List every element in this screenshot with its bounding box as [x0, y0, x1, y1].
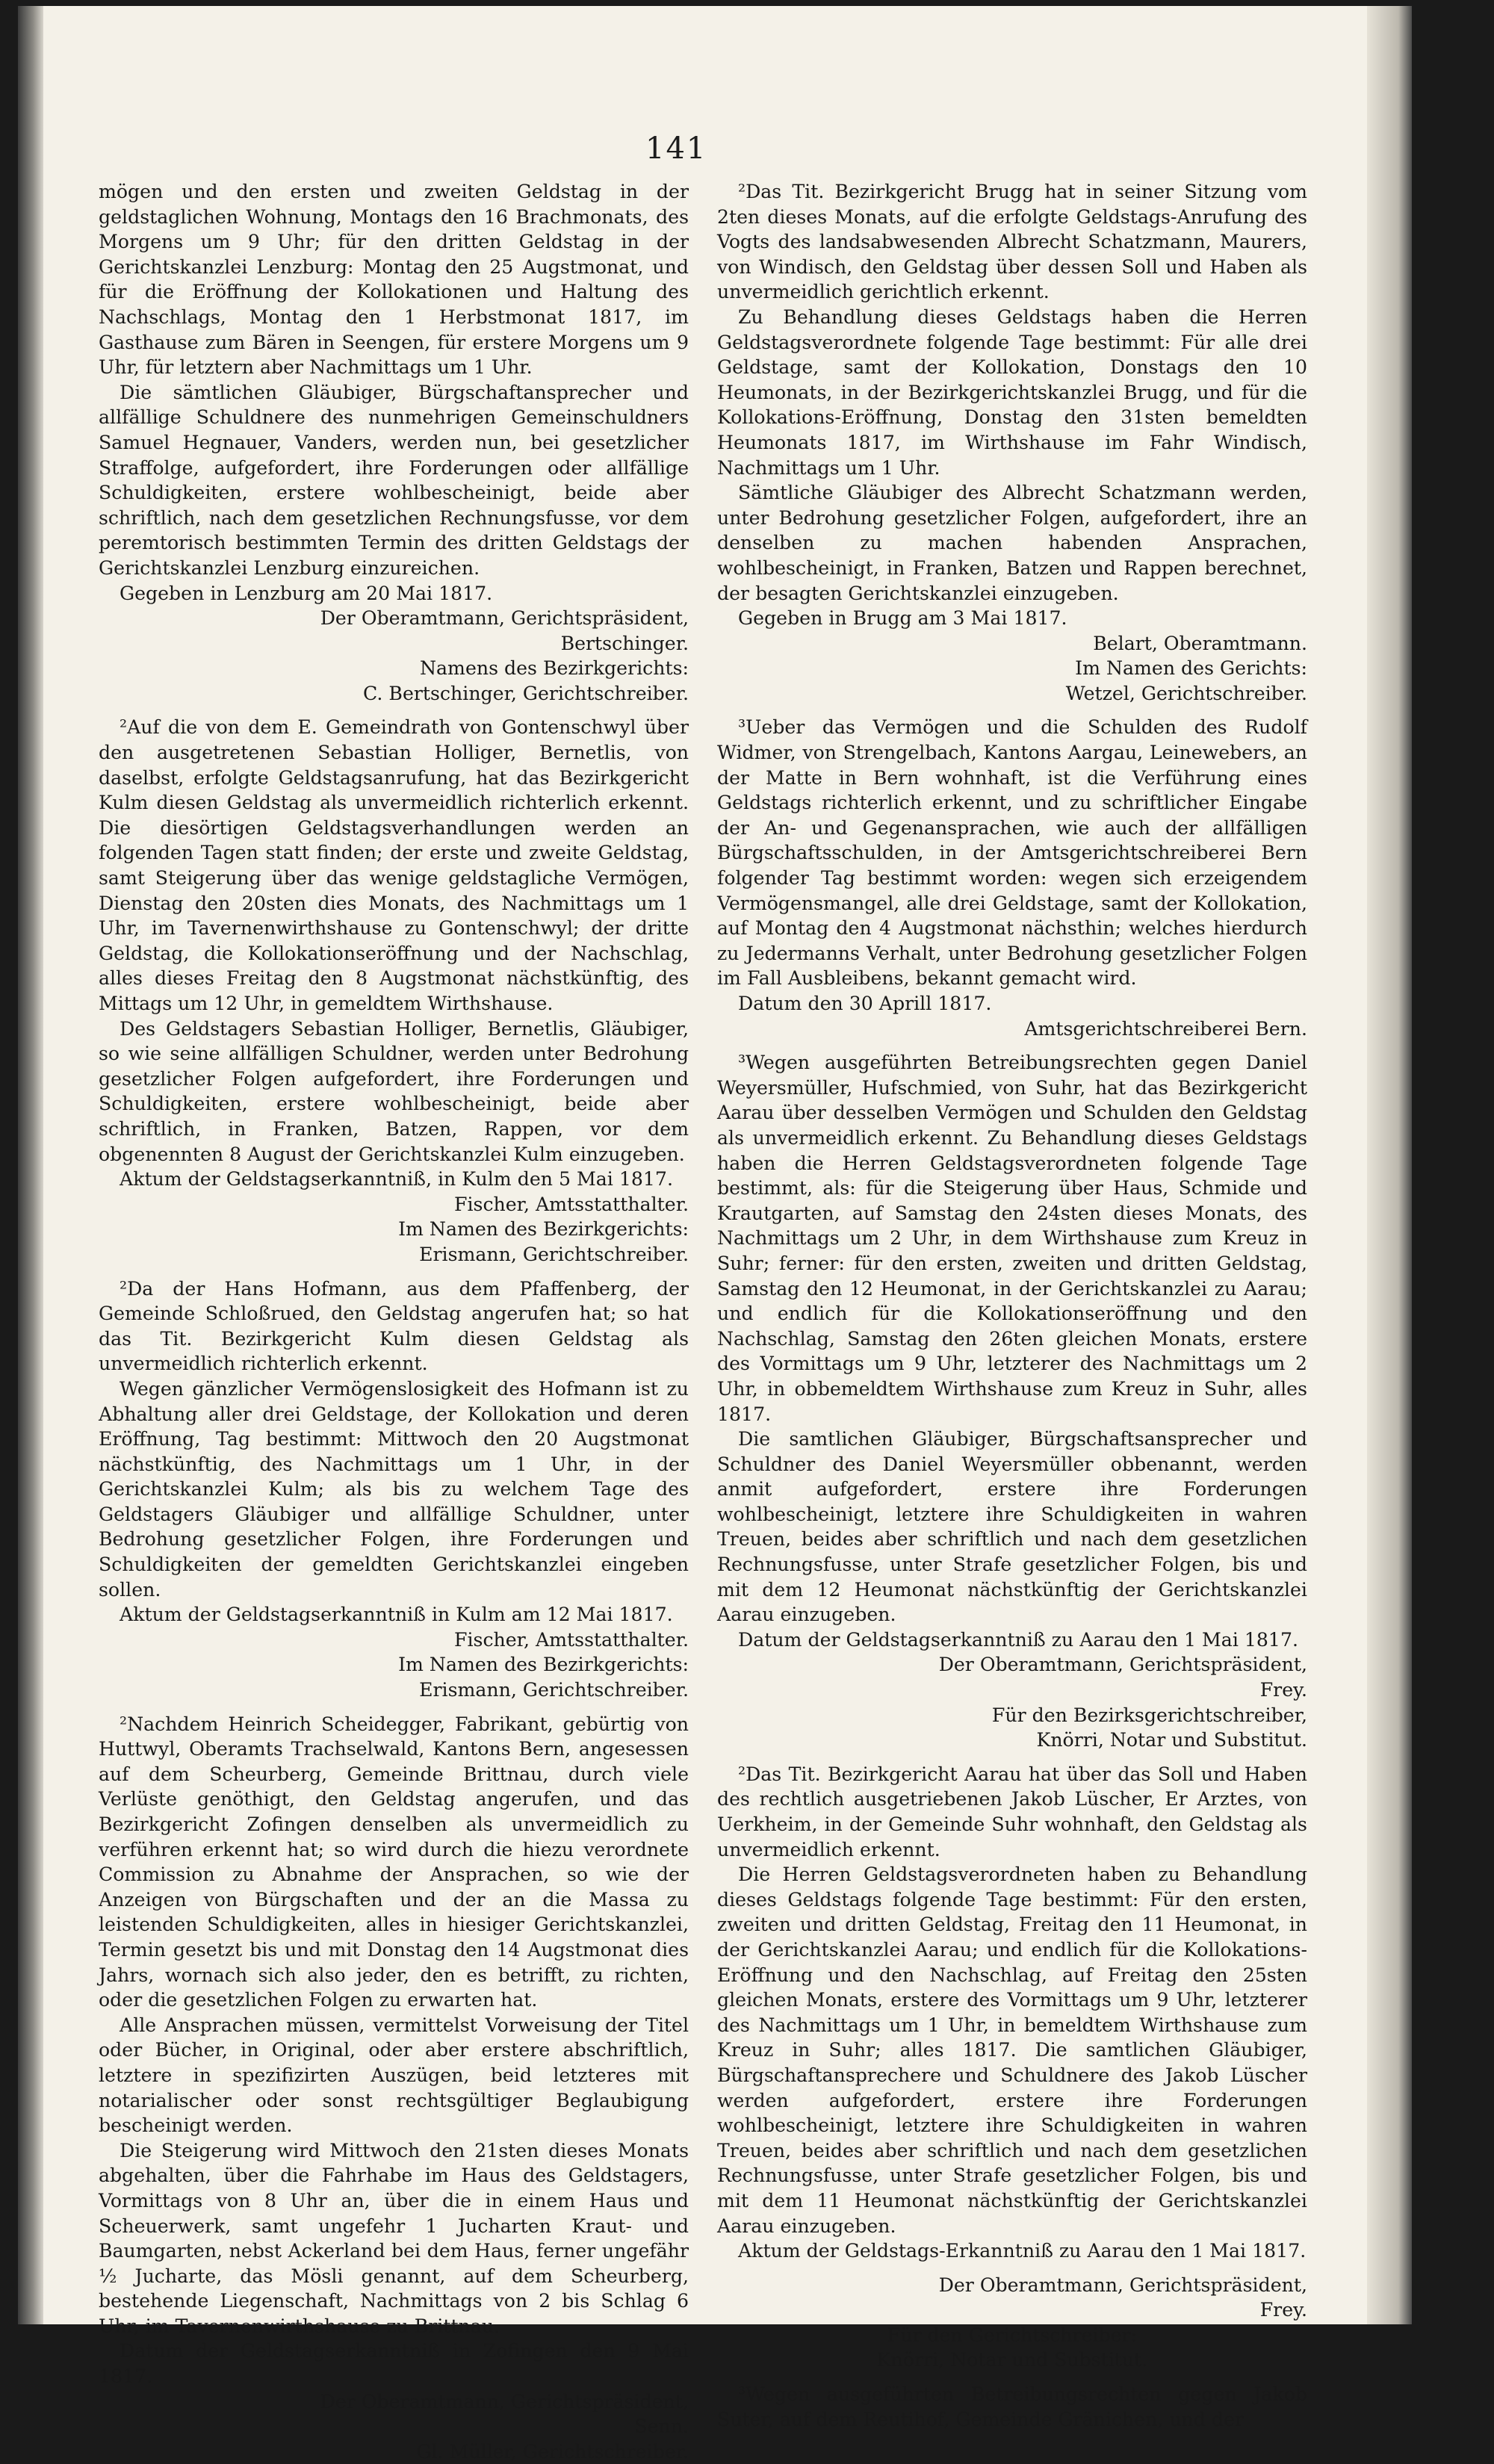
notice-paragraph: Die sämtlichen Gläubiger, Bürgschaftansprecher und allfällige Schuldnere des nunmehrigen Gemeinschuldners Samuel Hegnauer, Vanders, werden nun, bei gesetzlicher Straffolge, aufgefordert, ihre Forderungen oder allfällige Schuldigkeiten, erstere wohlbescheinigt, beide aber schriftlich, nach dem gesetzlichen Rechnungsfusse, vor dem peremtorisch bestimmten Termin des dritten Geldstags der Gerichtskanzlei Lenzburg einzureichen. [99, 381, 689, 579]
signature-line: Im Namen des Bezirkgerichts: [398, 1654, 689, 1676]
notice-paragraph: Die Herren Geldstagsverordneten haben zu Behandlung dieses Geldstags folgende Tage bestimmt: Für den ersten, zweiten und dritten Geldstag, Freitag den 11 Heumonat, in der Gerichtskanzlei Aarau; und endlich für die Kollokations-Eröffnung und den Nachschlag, auf Freitag den 25sten gleichen Monats, erstere des Vormittags um 9 Uhr, letzterer des Nachmittags um 1 Uhr, in bemeldtem Wirthshause zum Kreuz in Suhr; alles 1817. Die samtlichen Gläubiger, Bürgschaftansprechere und Schuldnere des Jakob Lüscher werden aufgefordert, erstere ihre Forderungen wohlbescheinigt, letztere ihre Schuldigkeiten in wahren Treuen, beides aber schriftlich und nach dem gesetzlichen Rechnungsfusse, unter Strafe gesetzlicher Folgen, bis und mit dem 11 Heumonat nächstkünftig der Gerichtskanzlei Aarau einzugeben. [717, 1863, 1307, 2237]
centered-line: Für den Gerichtschreiber: [887, 2324, 1138, 2346]
notice-paragraph: ²Nachdem Heinrich Scheidegger, Fabrikant, gebürtig von Huttwyl, Oberamts Trachselwald, Kantons Bern, angesessen auf dem Scheurberg, Gemeinde Brittnau, durch viele Verlüste genöthigt, den Geldstag angerufen, und das Bezirkgericht Zofingen denselben als unvermeidlich zu verführen erkennt hat; so wird durch die hiezu verordnete Commission zu Abnahme der Ansprachen, so wie der Anzeigen von Bürgschaften und der an die Massa zu leistenden Schuldigkeiten, alles in hiesiger Gerichtskanzlei, Termin gesetzt bis und mit Donstag den 14 Augstmonat dies Jahrs, wornach sich also jeder, den es betrifft, zu richten, oder die gesetzlichen Folgen zu erwarten hat. [99, 1713, 689, 2011]
notice-paragraph: Zu Behandlung dieses Geldstags haben die Herren Geldstagsverordnete folgende Tage bestimmt: Für alle drei Geldstage, samt der Kollokation, Donstags den 10 Heumonats, in der Bezirkgerichtskanzlei Brugg, und für die Kollokations-Eröffnung, Donstag den 31sten bemeldten Heumonats 1817, im Wirthshause im Fahr Windisch, Nachmittags um 1 Uhr. [717, 305, 1307, 479]
notice-paragraph: Die Steigerung wird Mittwoch den 21sten dieses Monats abgehalten, über die Fahrhabe im Haus des Geldstagers, Vormittags von 8 Uhr an, über die in einem Haus und Scheuerwerk, samt ungefehr 1 Jucharten Kraut- und Baumgarten, nebst Ackerland bei dem Haus, ferner ungefähr ½ Jucharte, das Mösli genannt, auf dem Scheurberg, bestehende Liegenschaft, Nachmittags von 2 bis Schlag 6 Uhr, im Tavernenwirthshause zu Brittnau. [99, 2139, 689, 2337]
newspaper-page [18, 6, 1412, 2463]
notice-paragraph: Aktum der Geldstags-Erkanntniß zu Aarau den 1 Mai 1817. [738, 2240, 1307, 2262]
notice-paragraph: Aktum der Geldstagserkanntniß, in Kulm den 5 Mai 1817. [120, 1168, 673, 1191]
notice-paragraph: ³Wegen ausgeführten Betreibungsrechten gegen Jakob Suter, auf dem Reutihof, Gemeinde Gränichen, und der [717, 2383, 1307, 2430]
signature-line: Knörri, Notar und Substitut. [1036, 1729, 1307, 1751]
notice-paragraph: ³Wegen ausgeführten Betreibungsrechten gegen Daniel Weyersmüller, Hufschmied, von Suhr, hat das Bezirkgericht Aarau über desselben Vermögen und Schulden den Geldstag als unvermeidlich erkennt. Zu Behandlung dieses Geldstags haben die Herren Geldstagsverordneten folgende Tage bestimmt, als: für die Steigerung über Haus, Schmide und Krautgarten, auf Samstag den 24sten dieses Monats, des Nachmittags um 2 Uhr, in dem Wirthshause zum Kreuz in Suhr; ferner: für den ersten, zweiten und dritten Geldstag, Samstag den 12 Heumonat, in der Gerichtskanzlei zu Aarau; und endlich für die Kollokationseröffnung und den Nachschlag, Samstag den 26ten gleichen Monats, erstere des Vormittags um 9 Uhr, letzterer des Nachmittags um 2 Uhr, in obbemeldtem Wirthshause zum Kreuz in Suhr, alles 1817. [717, 1052, 1307, 1425]
signature-line: Frey. [1259, 2299, 1307, 2321]
section-gap [99, 706, 689, 715]
page-edge-shadow [1367, 6, 1412, 2324]
notice-paragraph: ²Da der Hans Hofmann, aus dem Pfaffenberg, der Gemeinde Schloßrued, den Geldstag angerufen hat; so hat das Tit. Bezirkgericht Kulm diesen Geldstag als unvermeidlich richterlich erkennt. [99, 1277, 689, 1375]
section-gap [717, 2264, 1307, 2273]
notice-paragraph: Alle Ansprachen müssen, vermittelst Vorweisung der Titel oder Bücher, in Original, oder aber erstere abschriftlich, letztere in spezifizirten Auszügen, beid letzteres mit notarialischer oder sonst rechtsgültiger Beglaubigung bescheinigt werden. [99, 2014, 689, 2137]
page-number: 141 [645, 131, 707, 166]
notice-paragraph: Gegeben in Lenzburg am 20 Mai 1817. [120, 582, 493, 604]
signature-line: Erismann, Gerichtschreiber. [419, 1243, 689, 1265]
section-gap [99, 1703, 689, 1712]
notice-paragraph: Datum den 30 Aprill 1817. [738, 993, 992, 1014]
right-column [717, 179, 1307, 2432]
notice-paragraph: ²Das Tit. Bezirkgericht Aarau hat über das Soll und Haben des rechtlich ausgetriebenen Jakob Lüscher, Er Arztes, von Uerkheim, in der Gemeinde Suhr wohnhaft, den Geldstag als unvermeidlich erkennt. [717, 1763, 1307, 1861]
notice-paragraph: Datum der Geldstagserkanntniß zu Aarau den 1 Mai 1817. [738, 1628, 1298, 1651]
notice-paragraph: Sämtliche Gläubiger des Albrecht Schatzmann werden, unter Bedrohung gesetzlicher Folgen, aufgefordert, ihre an denselben zu machen habenden Ansprachen, wohlbescheinigt, in Franken, Batzen und Rappen berechnet, der besagten Gerichtskanzlei einzugeben. [717, 482, 1307, 604]
page-gutter-shadow [18, 6, 43, 2324]
section-gap [717, 2373, 1307, 2382]
centered-line: Knörri, Notar und Substitut. [876, 2349, 1148, 2371]
section-gap [717, 1041, 1307, 1050]
signature-line: Fischer, Amtsstatthalter. [453, 1193, 689, 1215]
signature-line: Der Oberamtmann, Gerichtspräsident, [938, 2274, 1307, 2296]
notice-paragraph: Wegen gänzlicher Vermögenslosigkeit des Hofmann ist zu Abhaltung aller drei Geldstage, der Kollokation und deren Eröffnung, Tag bestimmt: Mittwoch den 20 Augstmonat nächstkünftig, des Nachmittags um 1 Uhr, in der Gerichtskanzlei Kulm; als bis zu welchem Tage des Geldstagers Gläubiger und allfällige Schuldner, unter Bedrohung gesetzlicher Folgen, ihre Forderungen und Schuldigkeiten der gemeldten Gerichtskanzlei eingeben sollen. [99, 1377, 689, 1601]
left-column [99, 179, 689, 2464]
signature-line: Im Namen des Bezirkgerichts: [398, 1218, 689, 1241]
signature-line: Amtsgerichtschreiberei Bern. [1024, 1017, 1307, 1040]
notice-paragraph: ²Auf die von dem E. Gemeindrath von Gontenschwyl über den ausgetretenen Sebastian Holliger, Bernetlis, von daselbst, erfolgte Geldstagsanrufung, hat das Bezirkgericht Kulm diesen Geldstag als unvermeidlich richterlich erkennt. Die diesörtigen Geldstagsverhandlungen werden an folgenden Tagen statt finden; der erste und zweite Geldstag, samt Steigerung über das wenige geldstagliche Vermögen, Dienstag den 20sten dies Monats, des Nachmittags um 1 Uhr, im Tavernenwirthshause zu Gontenschwyl; der dritte Geldstag, die Kollokationseröffnung und der Nachschlag, alles dieses Freitag den 8 Augstmonat nächstkünftig, des Mittags um 12 Uhr, in gemeldtem Wirthshause. [99, 716, 689, 1014]
signature-line: Belart, Oberamtmann. [1093, 632, 1307, 654]
signature-line: Der Oberamtmann, Gerichtspräsident, [938, 1654, 1307, 1676]
signature-line: Bertschinger. [560, 632, 689, 654]
signature-line: Wetzel, Gerichtschreiber. [1065, 682, 1307, 704]
section-gap [717, 706, 1307, 715]
signature-line: Frey. [1259, 1679, 1307, 1701]
signature-line: Der Oberamtmann, Gerichtspräsident, [320, 2390, 689, 2412]
signature-line: Erismann, Gerichtschreiber. [419, 1679, 689, 1701]
signature-line: Für den Bezirksgerichtschreiber, [991, 1704, 1307, 1726]
signature-line: Fischer, Amtsstatthalter. [453, 1628, 689, 1651]
signature-line: C. Bertschinger, Gerichtschreiber. [363, 682, 689, 704]
notice-paragraph: ³Ueber das Vermögen und die Schulden des Rudolf Widmer, von Strengelbach, Kantons Aargau, Leinewebers, an der Matte in Bern wohnhaft, ist die Verführung eines Geldstags richterlich erkennt, und zu schriftlicher Eingabe der An- und Gegenansprachen, wie auch der allfälligen Bürgschaftsschulden, in der Amtsgerichtschreiberei Bern folgender Tag bestimmt worden: wegen sich erzeigendem Vermögensmangel, alle drei Geldstage, samt der Kollokation, auf Montag den 4 Augstmonat nächsthin; welches hierdurch zu Jedermanns Verhalt, unter Bedrohung gesetzlicher Folgen im Fall Ausbleibens, bekannt gemacht wird. [717, 716, 1307, 990]
signature-line: Im Namen des Gerichts: [1075, 657, 1307, 680]
signature-line: Gl. Müller, Gerichtschreiber. [416, 2440, 689, 2463]
notice-paragraph: Des Geldstagers Sebastian Holliger, Bernetlis, Gläubiger, so wie seine allfälligen Schuldner, werden unter Bedrohung gesetzlicher Folgen aufgefordert, ihre Forderungen und Schuldigkeiten, erstere wohlbescheinigt, beide aber schriftlich, in Franken, Batzen, Rappen, vor dem obgenennten 8 August der Gerichtskanzlei Kulm einzugeben. [99, 1017, 689, 1165]
notice-paragraph: ²Das Tit. Bezirkgericht Brugg hat in seiner Sitzung vom 2ten dieses Monats, auf die erfolgte Geldstags-Anrufung des Vogts des landsabwesenden Albrecht Schatzmann, Maurers, von Windisch, den Geldstag über dessen Soll und Haben als unvermeidlich gerichtlich erkennt. [717, 181, 1307, 303]
notice-paragraph: mögen und den ersten und zweiten Geldstag in der geldstaglichen Wohnung, Montags den 16 Brachmonats, des Morgens um 9 Uhr; für den dritten Geldstag in der Gerichtskanzlei Lenzburg: Montag den 25 Augstmonat, und für die Eröffnung der Kollokationen und Haltung des Nachschlags, Montag den 1 Herbstmonat 1817, im Gasthause zum Bären in Seengen, für erstere Morgens um 9 Uhr, für letztern aber Nachmittags um 1 Uhr. [99, 181, 689, 379]
section-gap [717, 1753, 1307, 1762]
signature-line: Senn. [634, 2415, 689, 2438]
notice-paragraph: Datum der Geldstagserkanntniß in Zofingen den 9 Mai 1817. [99, 2340, 689, 2388]
section-gap [99, 1267, 689, 1276]
notice-paragraph: Gegeben in Brugg am 3 Mai 1817. [738, 607, 1067, 630]
signature-line: Namens des Bezirkgerichts: [420, 657, 689, 680]
notice-paragraph: Aktum der Geldstagserkanntniß in Kulm am 12 Mai 1817. [120, 1604, 673, 1626]
signature-line: Der Oberamtmann, Gerichtspräsident, [320, 607, 689, 630]
notice-paragraph: Die samtlichen Gläubiger, Bürgschaftsansprecher und Schuldner des Daniel Weyersmüller obbenannt, werden anmit aufgefordert, erstere ihre Forderungen wohlbescheinigt, letztere ihre Schuldigkeiten in wahren Treuen, beides aber schriftlich und nach dem gesetzlichen Rechnungsfusse, unter Strafe gesetzlicher Folgen, bis und mit dem 12 Heumonat nächstkünftig der Gerichtskanzlei Aarau einzugeben. [717, 1428, 1307, 1626]
